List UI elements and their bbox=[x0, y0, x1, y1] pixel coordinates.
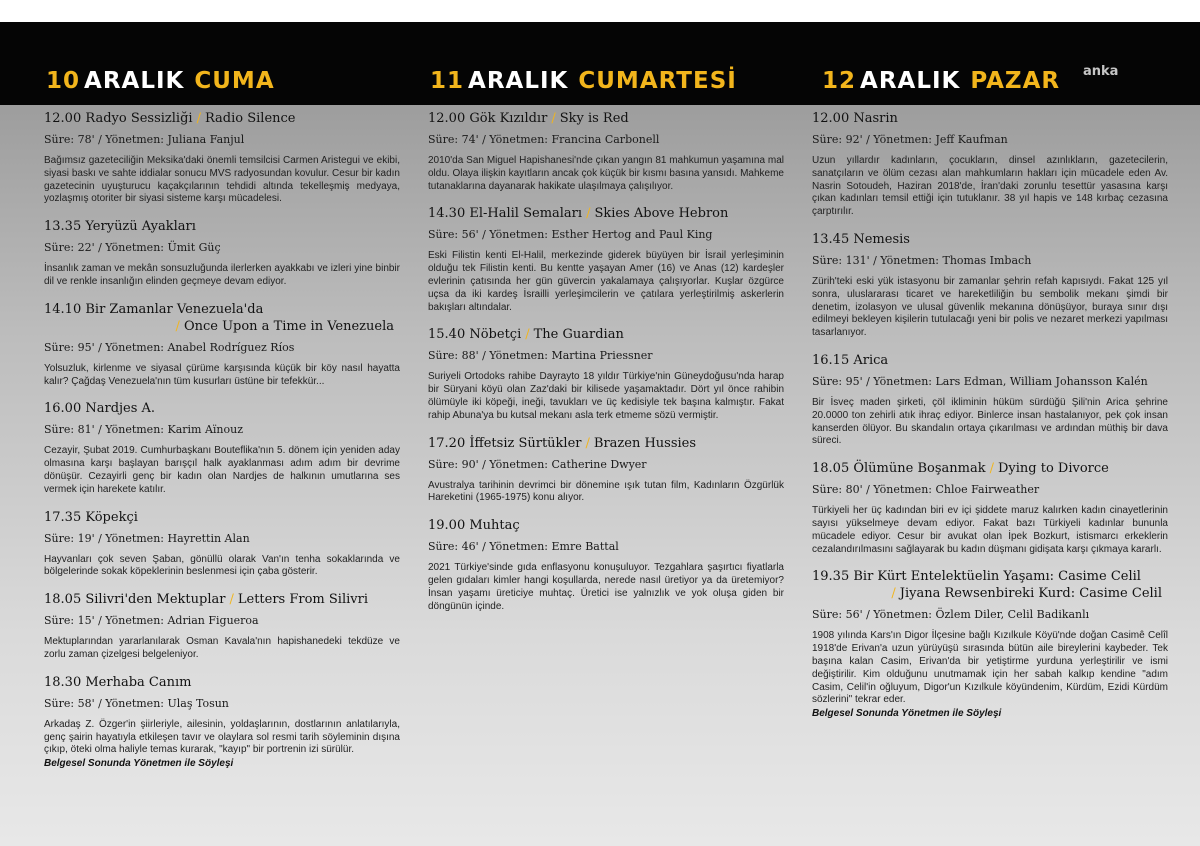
film-title bbox=[44, 591, 400, 608]
day-month: ARALIK bbox=[84, 68, 185, 94]
day-name: PAZAR bbox=[970, 68, 1061, 94]
film-meta: Süre: 92' / Yönetmen: Jeff Kaufman bbox=[812, 133, 1008, 146]
film-entry bbox=[44, 400, 400, 496]
film-description: Avustralya tarihinin devrimci bir dönemine ışık tutan film, Kadınların Özgürlük Hareketini (1965-1975) konu alıyor. bbox=[428, 479, 784, 504]
film-title-en: Once Upon a Time in Venezuela bbox=[183, 318, 394, 334]
film-title-tr: İffetsiz Sürtükler bbox=[469, 435, 582, 451]
film-meta: Süre: 95' / Yönetmen: Lars Edman, William Johansson Kalén bbox=[812, 374, 1148, 388]
film-time: 14.30 bbox=[428, 206, 466, 222]
film-time: 16.15 bbox=[812, 352, 850, 368]
film-description: Hayvanları çok seven Şaban, gönüllü olarak Van'ın tenha sokaklarında ve bölgelerinde sokak köpeklerinin beslenmesi için çaba gösterir. bbox=[44, 553, 400, 578]
film-meta: Süre: 58' / Yönetmen: Ulaş Tosun bbox=[44, 696, 229, 710]
title-separator: / bbox=[175, 318, 180, 334]
film-description: Türkiyeli her üç kadından biri ev içi şiddete maruz kalırken kadın cinayetlerinin sayısı yükselmeye devam ediyor. Fakat bazı Türkiyeli kadınlar bununla mücadele ediyor. Cesur bir avukat olan İpek Bozkurt, istismarcı erkeklerin cezalandırılmasını sağlayarak bu kadın düşmanı gidişata karşı çıkmaya kararlı. bbox=[812, 505, 1168, 555]
film-title-tr: Merhaba Canım bbox=[85, 674, 192, 690]
film-entry bbox=[428, 435, 784, 506]
title-separator: / bbox=[551, 111, 556, 126]
film-title-tr: Muhtaç bbox=[469, 518, 520, 534]
film-entry bbox=[44, 674, 400, 769]
day-name: CUMARTESİ bbox=[578, 68, 737, 94]
film-meta: Süre: 15' / Yönetmen: Adrian Figueroa bbox=[44, 614, 259, 628]
title-separator: / bbox=[525, 327, 530, 343]
film-title bbox=[428, 110, 784, 127]
film-description: Arkadaş Z. Özger'in şiirleriyle, ailesinin, yoldaşlarının, dostlarının anlatılarıyla, genç şairin hayatıyla etkileşen tavır ve olaylara sol resmi tarih söyleminin dışına çıkıp, öteki olma haliyle temas kurarak, "kayıp" bir portrenin izi sürülür. bbox=[44, 718, 400, 756]
film-description: Yolsuzluk, kirlenme ve siyasal çürüme karşısında küçük bir köy nasıl hayatta kalır? Çağdaş Venezuela'nın tüm kusurları üstüne bir tefekkür... bbox=[44, 362, 400, 387]
day-name: CUMA bbox=[194, 68, 275, 94]
film-time: 19.35 bbox=[812, 569, 850, 585]
day-month: ARALIK bbox=[860, 68, 961, 94]
film-meta: Süre: 131' / Yönetmen: Thomas Imbach bbox=[812, 253, 1032, 267]
anka-logo: anka bbox=[1083, 64, 1119, 79]
film-title bbox=[812, 568, 1168, 602]
film-title-tr: Bir Zamanlar Venezuela'da bbox=[85, 301, 264, 317]
film-meta: Süre: 56' / Yönetmen: Esther Hertog and Paul King bbox=[428, 228, 713, 242]
film-title-tr: Ölümüne Boşanmak bbox=[853, 461, 986, 477]
film-title bbox=[44, 301, 400, 335]
film-description: İnsanlık zaman ve mekân sonsuzluğunda ilerlerken ayakkabı ve izleri yine binbir dil ve renkle insanlığın elinden geçmeye devam ediyor. bbox=[44, 263, 400, 287]
film-title bbox=[44, 400, 400, 417]
film-time: 16.00 bbox=[44, 401, 82, 417]
film-time: 13.45 bbox=[812, 231, 850, 247]
day-number: 11 bbox=[430, 68, 465, 94]
film-time: 12.00 bbox=[44, 111, 82, 126]
film-title-tr: Arica bbox=[853, 352, 889, 368]
film-title-en: Dying to Divorce bbox=[997, 461, 1109, 477]
day-number: 12 bbox=[822, 68, 857, 94]
title-separator: / bbox=[989, 461, 994, 477]
film-time: 18.30 bbox=[44, 674, 82, 690]
film-description: Suriyeli Ortodoks rahibe Dayrayto 18 yıldır Türkiye'nin Güneydoğusu'nda harap bir Süryani köyü olan Zaz'daki bir kilisede yaşamaktadır. Dört yıl önce rahibin ölümüyle iki köpeği, ineği, tavukları ve üç kedisiyle tek başına kalmıştır. Fakat rahip Abuna'ya bu kutsal mekanı asla terk etmeme sözü vermiştir. bbox=[428, 371, 784, 421]
film-title-en: Brazen Hussies bbox=[593, 435, 697, 451]
film-meta: Süre: 95' / Yönetmen: Anabel Rodríguez Ríos bbox=[44, 340, 295, 354]
title-separator: / bbox=[196, 111, 201, 126]
film-description: Bağımsız gazeteciliğin Meksika'daki önemli temsilcisi Carmen Aristegui ve ekibi, siyasi baskı ve sahte iddialar sonucu MVS radyosundan kovulur. Cesur bir kadın gazetecinin uyuşturucu kaçakçılarının tehdidi altında tekelleşmiş medyaya, yozlaşmış otoriter bir siyasi sisteme karşı mücadelesi. bbox=[44, 155, 400, 205]
film-time: 13.35 bbox=[44, 219, 82, 235]
film-meta: Süre: 19' / Yönetmen: Hayrettin Alan bbox=[44, 531, 250, 545]
day-month: ARALIK bbox=[468, 68, 569, 94]
film-description: 1908 yılında Kars'ın Digor İlçesine bağlı Kızılkule Köyü'nde doğan Casimê Celîl 1918'de Erivan'a uzun yürüyüşü sırasında bütün aile bireylerini kaybeder. Tek başına kalan Casim, Erivan'da bir yetiştirme yurduna yerleştirilir ve ismi değiştirilir. Kim olduğunu unutmamak için her sabah kalkıp kendine "adım Casim, Celil'in oğluyum, Digor'un Kızılkule köyündenim, Kürdüm, Ezidi Kürdüm sözlerini" tekrar eder. bbox=[812, 630, 1168, 706]
film-entry bbox=[812, 352, 1168, 448]
film-title bbox=[44, 674, 400, 691]
film-title bbox=[812, 231, 1168, 248]
film-entry bbox=[812, 231, 1168, 340]
film-title-tr: Nemesis bbox=[853, 231, 910, 247]
day-number: 10 bbox=[46, 68, 81, 94]
film-entry bbox=[812, 110, 1168, 219]
film-description: Cezayir, Şubat 2019. Cumhurbaşkanı Bouteflika'nın 5. dönem için yeniden aday olmasına karşı başlayan barışçıl halk ayaklanması adım adım bir devrime dönüşür. Cezayirli genç bir kadın olan Nardjes de halkının umutlarına ses vermek için harekete katılır. bbox=[44, 445, 400, 495]
film-time: 18.05 bbox=[44, 592, 82, 608]
day-heading-2 bbox=[430, 68, 737, 102]
film-meta: Süre: 80' / Yönetmen: Chloe Fairweather bbox=[812, 483, 1040, 497]
film-entry bbox=[428, 205, 784, 314]
title-separator: / bbox=[891, 586, 896, 602]
film-title-en: Sky is Red bbox=[559, 111, 629, 126]
film-entry bbox=[44, 509, 400, 580]
film-description: 2021 Türkiye'sinde gıda enflasyonu konuşuluyor. Tezgahlara şaşırtıcı fiyatlarla gelen gıdaları kimler hangi koşullarda, nerede nasıl üretiyor ya da üretemiyor? İnsan yaşamı üreticiye muhtaç. Üretici ise yalnızlık ve yok oluşa giden bir döngünün içinde. bbox=[428, 562, 784, 612]
film-title bbox=[428, 435, 784, 452]
title-separator: / bbox=[585, 435, 590, 451]
film-entry bbox=[428, 326, 784, 422]
film-entry bbox=[44, 218, 400, 289]
film-title-line2 bbox=[812, 585, 1168, 602]
film-description: Bir İsveç maden şirketi, çöl ikliminin hüküm sürdüğü Şili'nin Arica şehrine 20.0000 ton zehirli atık ihraç ediyor. Binlerce insan hastalanıyor, pek çok insan kanserden ölüyor. Bu skandalın ortaya çıkarılması ve ardından müthiş bir dava süreci. bbox=[812, 396, 1168, 447]
film-meta: Süre: 78' / Yönetmen: Juliana Fanjul bbox=[44, 133, 245, 146]
film-note: Belgesel Sonunda Yönetmen ile Söyleşi bbox=[44, 758, 234, 770]
film-time: 14.10 bbox=[44, 301, 82, 317]
film-description: 2010'da San Miguel Hapishanesi'nde çıkan yangın 81 mahkumun yaşamına mal oldu. Olaya ilişkin kayıtların ancak çok küçük bir kısmı basına yansıdı. Mahkeme tutanaklarına dayanarak hakikate ulaşılmaya çalışılıyor. bbox=[428, 155, 784, 192]
film-time: 15.40 bbox=[428, 327, 466, 343]
top-white-strip bbox=[0, 0, 1200, 22]
film-time: 18.05 bbox=[812, 461, 850, 477]
film-title-en: Skies Above Hebron bbox=[594, 206, 729, 222]
film-title-tr: Nasrin bbox=[853, 111, 898, 126]
title-separator: / bbox=[586, 206, 591, 222]
film-description: Eski Filistin kenti El-Halil, merkezinde giderek büyüyen bir İsrail yerleşiminin olduğu tek Filistin kenti. Bu kentte yaşayan Amer (16) ve Anas (12) kardeşler evlerinin çatısında her gün güvercin yakalamaya çalışıyorlar. Kuşlar özgürce uçsa da iki kardeş İsrailli yerleşimcilerin ve çatılara yerleştirilmiş askerlerin bakışları altındalar. bbox=[428, 250, 784, 313]
film-title-tr: Bir Kürt Entelektüelin Yaşamı: Casime Celil bbox=[853, 569, 1141, 585]
title-separator: / bbox=[229, 592, 234, 608]
film-meta: Süre: 56' / Yönetmen: Özlem Diler, Celil Badikanlı bbox=[812, 608, 1090, 622]
film-time: 17.35 bbox=[44, 509, 82, 525]
film-time: 19.00 bbox=[428, 518, 466, 534]
film-title-en: Letters From Silivri bbox=[237, 592, 368, 608]
film-title-tr: Radyo Sessizliği bbox=[85, 111, 193, 126]
film-entry bbox=[812, 568, 1168, 719]
film-title bbox=[812, 110, 1168, 127]
film-title-en: The Guardian bbox=[533, 327, 624, 343]
film-title bbox=[44, 509, 400, 526]
film-title-tr: Silivri'den Mektuplar bbox=[85, 592, 226, 608]
film-title bbox=[428, 517, 784, 534]
film-title-tr: Gök Kızıldır bbox=[469, 111, 548, 126]
film-entry bbox=[812, 460, 1168, 556]
film-meta: Süre: 88' / Yönetmen: Martina Priessner bbox=[428, 349, 653, 363]
film-title-tr: Nardjes A. bbox=[85, 401, 156, 417]
film-entry bbox=[44, 110, 400, 206]
film-title bbox=[812, 352, 1168, 369]
day-column-3 bbox=[812, 110, 1168, 731]
film-entry bbox=[428, 517, 784, 613]
film-title bbox=[44, 110, 400, 127]
film-meta: Süre: 46' / Yönetmen: Emre Battal bbox=[428, 540, 619, 554]
film-entry bbox=[44, 591, 400, 662]
film-title-en: Jiyana Rewsenbireki Kurd: Casime Celil bbox=[899, 586, 1162, 602]
film-entry bbox=[428, 110, 784, 193]
day-heading-3 bbox=[822, 68, 1060, 102]
film-meta: Süre: 22' / Yönetmen: Ümit Güç bbox=[44, 241, 221, 255]
film-description: Mektuplarından yararlanılarak Osman Kavala'nın hapishanedeki tekdüze ve zorlu zaman çizelgesi belgeleniyor. bbox=[44, 636, 400, 660]
day-column-1 bbox=[44, 110, 400, 781]
film-entry bbox=[44, 301, 400, 389]
film-time: 12.00 bbox=[428, 111, 466, 126]
film-title-en: Radio Silence bbox=[204, 111, 296, 126]
film-description: Zürih'teki eski yük istasyonu bir zamanlar şehrin refah kapısıydı. Fakat 125 yıl sonra, uluslararası ticaret ve hareketliliğin bu sembolik mekanı şimdi bir denetim, izolasyon ve ulusal güvenlik mekanına dönüşüyor, buraya sınır dışı edilmeyi bekleyen kişilerin tutulacağı yeni bir polis ve nezaret merkezi yapılması tasarlanıyor. bbox=[812, 275, 1168, 339]
film-title-tr: Nöbetçi bbox=[469, 327, 522, 343]
day-column-2 bbox=[428, 110, 784, 625]
film-title-line2 bbox=[44, 318, 400, 335]
day-heading-1 bbox=[46, 68, 275, 102]
film-meta: Süre: 74' / Yönetmen: Francina Carbonell bbox=[428, 133, 660, 146]
film-time: 17.20 bbox=[428, 435, 466, 451]
film-title bbox=[428, 326, 784, 343]
film-meta: Süre: 81' / Yönetmen: Karim Aïnouz bbox=[44, 423, 244, 437]
film-title bbox=[428, 205, 784, 222]
film-title bbox=[44, 218, 400, 235]
film-description: Uzun yıllardır kadınların, çocukların, dinsel azınlıkların, gazetecilerin, sanatçıların ve ölüm cezası alan mahkumların hakları için mücadele eden Av. Nasrin Sotoudeh, Haziran 2018'de, İran'daki zorunlu tesettür yasasına karşı çıkan kadınları temsil ettiği için tutuklanır. 38 yıl hapis ve 148 kırbaç cezasına çarptırılır. bbox=[812, 155, 1168, 218]
film-note: Belgesel Sonunda Yönetmen ile Söyleşi bbox=[812, 708, 1002, 720]
film-time: 12.00 bbox=[812, 111, 850, 126]
film-title-tr: Köpekçi bbox=[85, 509, 138, 525]
film-title-tr: El-Halil Semaları bbox=[469, 206, 583, 222]
film-title bbox=[812, 460, 1168, 477]
film-meta: Süre: 90' / Yönetmen: Catherine Dwyer bbox=[428, 457, 647, 471]
film-title-tr: Yeryüzü Ayakları bbox=[85, 219, 196, 235]
